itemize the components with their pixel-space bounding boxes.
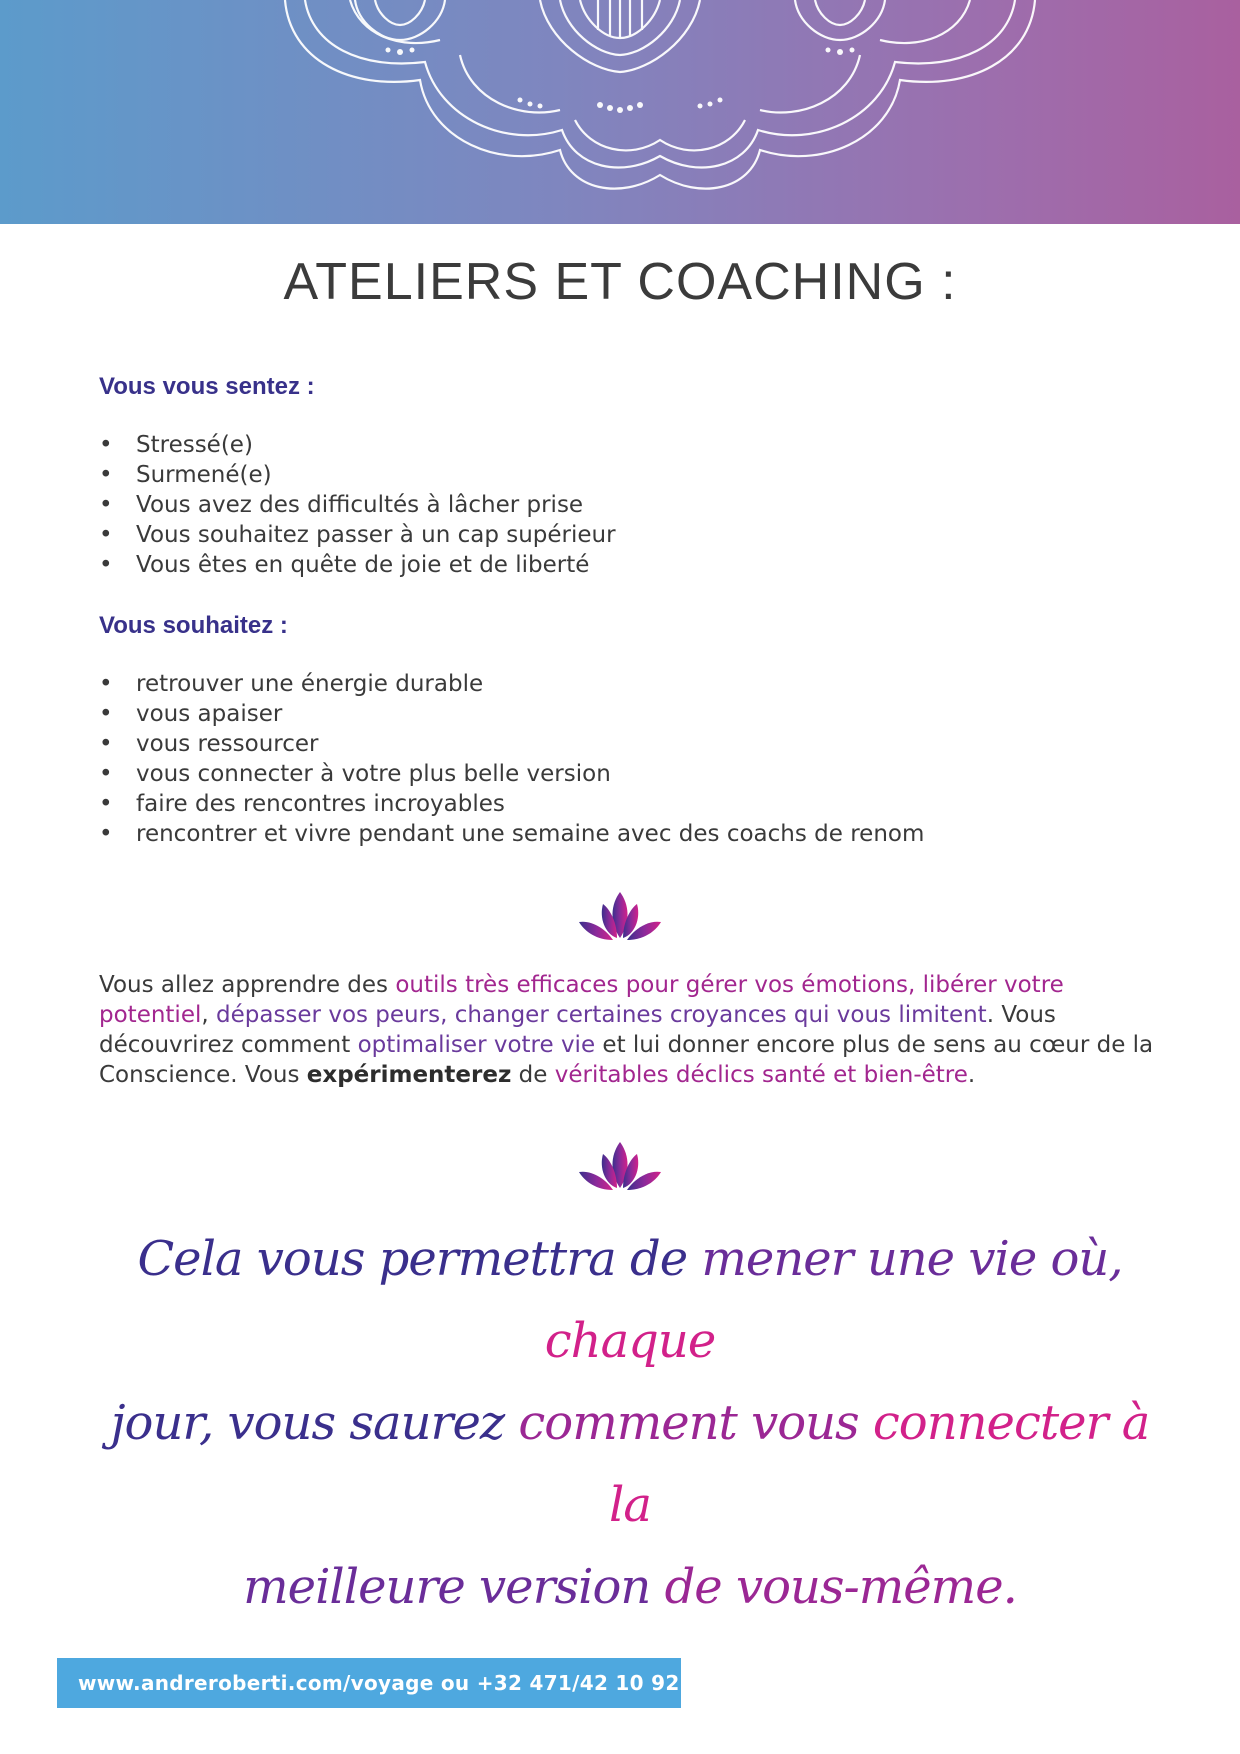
list-item: • Surmené(e): [99, 462, 272, 488]
list-item: • Vous avez des difficultés à lâcher prise: [99, 492, 584, 518]
list-item: • vous connecter à votre plus belle version: [99, 761, 611, 787]
bullet-icon: •: [99, 492, 113, 518]
page-title: ATELIERS ET COACHING :: [283, 253, 957, 311]
list-item: • retrouver une énergie durable: [99, 671, 484, 697]
list-item: • Stressé(e): [99, 432, 253, 458]
bullet-icon: •: [99, 821, 113, 847]
bullet-icon: •: [99, 522, 113, 548]
bullet-icon: •: [99, 432, 113, 458]
bullet-icon: •: [99, 462, 113, 488]
list-item: • Vous souhaitez passer à un cap supérieur: [99, 522, 616, 548]
wishes-list: [99, 669, 924, 849]
footer-contact-text[interactable]: www.andreroberti.com/voyage ou +32 471/42 10 92: [78, 1671, 680, 1695]
mandala-ornament-icon: [0, 0, 1240, 224]
list-item: • Vous êtes en quête de joie et de liberté: [99, 552, 590, 578]
inspirational-quote: Cela vous permettra de mener une vie où, chaque jour, vous saurez comment vous connecter à la meilleure version de vous-même.: [110, 1231, 1150, 1615]
list-item: • rencontrer et vivre pendant une semaine avec des coachs de renom: [99, 821, 925, 847]
list-item: • vous ressourcer: [99, 731, 319, 757]
lotus-icon: [577, 888, 663, 944]
description-paragraph: Vous allez apprendre des outils très efficaces pour gérer vos émotions, libérer votre potentiel, dépasser vos peurs, changer certaines croyances qui vous limitent. Vous découvrirez comment optimaliser votre vie et lui donner encore plus de sens au cœur de la Conscience. Vous expérimenterez de véritables déclics santé et bien-être.: [99, 972, 1154, 1088]
bullet-icon: •: [99, 731, 113, 757]
bullet-icon: •: [99, 701, 113, 727]
footer-contact-bar[interactable]: [57, 1658, 681, 1708]
feelings-list: [99, 430, 616, 580]
list-item: • faire des rencontres incroyables: [99, 791, 505, 817]
section-heading-feelings: Vous vous sentez :: [99, 373, 315, 400]
header-banner: [0, 0, 1240, 224]
bullet-icon: •: [99, 671, 113, 697]
lotus-icon: [577, 1138, 663, 1194]
section-heading-wishes: Vous souhaitez :: [99, 612, 288, 639]
list-item: • vous apaiser: [99, 701, 283, 727]
bullet-icon: •: [99, 552, 113, 578]
bullet-icon: •: [99, 791, 113, 817]
bullet-icon: •: [99, 761, 113, 787]
